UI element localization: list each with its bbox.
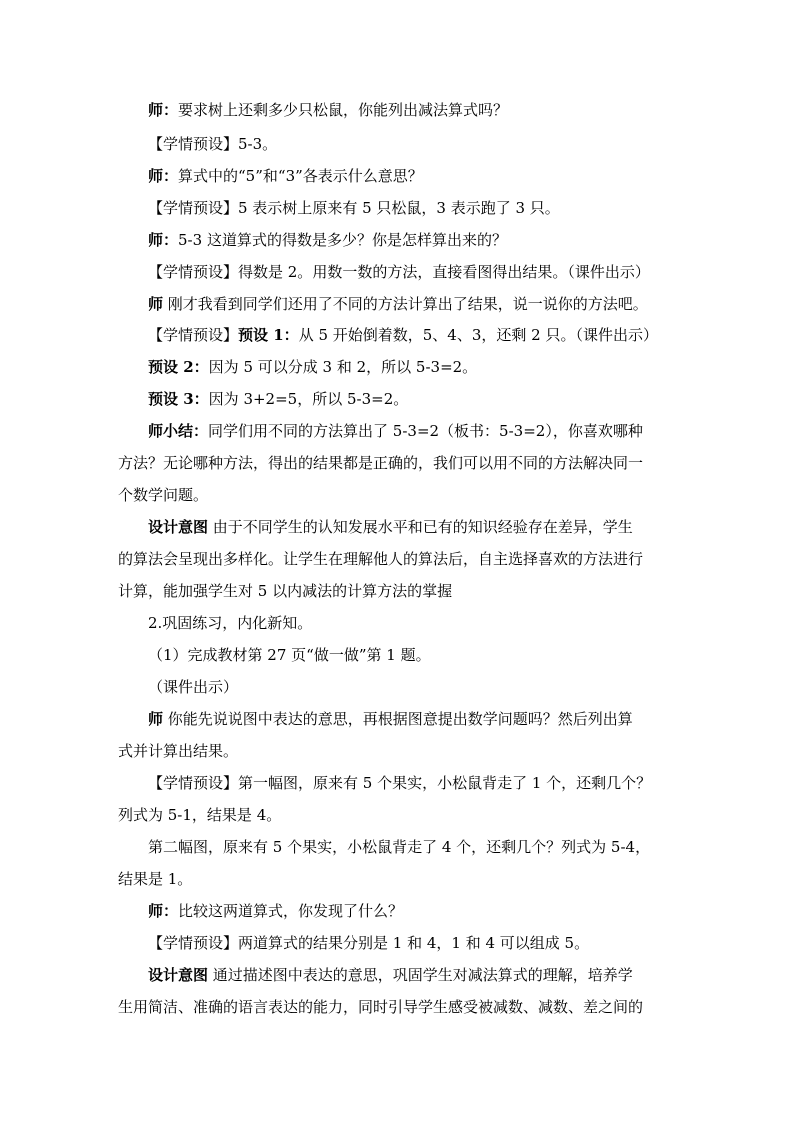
- paragraph-line: [148, 421, 678, 441]
- speaker-label: 师：: [148, 101, 179, 119]
- paragraph-line: [148, 773, 678, 793]
- paragraph-line: [118, 581, 678, 601]
- line-text: 【学情预设】两道算式的结果分别是 1 和 4，1 和 4 可以组成 5。: [148, 934, 590, 952]
- paragraph-line: [148, 166, 678, 186]
- line-text: （课件出示）: [148, 678, 239, 696]
- line-text: 5-3 这道算式的得数是多少？你是怎样算出来的？: [178, 231, 507, 249]
- line-text: 列式为 5-1，结果是 4。: [118, 806, 282, 824]
- speaker-label: 师：: [148, 231, 179, 249]
- paragraph-line: [118, 485, 678, 505]
- line-text: 【学情预设】5-3。: [148, 135, 278, 153]
- speaker-label: 师：: [148, 167, 179, 185]
- line-text: 你能先说说图中表达的意思，再根据图意提出数学问题吗？然后列出算: [167, 710, 633, 728]
- line-text: （1）完成教材第 27 页“做一做”第 1 题。: [148, 646, 431, 664]
- line-text: 结果是 1。: [118, 870, 193, 888]
- paragraph-line: [148, 901, 678, 921]
- paragraph-line: [148, 325, 678, 345]
- line-text: 刚才我看到同学们还用了不同的方法计算出了结果，说一说你的方法吧。: [167, 295, 648, 313]
- paragraph-line: [148, 134, 678, 154]
- preset-label: 预设 2：: [148, 358, 209, 376]
- line-text: 从 5 开始倒着数，5、4、3，还剩 2 只。（课件出示）: [298, 326, 658, 344]
- speaker-label: 师: [148, 710, 164, 728]
- line-text: 计算，能加强学生对 5 以内减法的计算方法的掌握: [118, 582, 453, 600]
- line-text: 通过描述图中表达的意思，巩固学生对减法算式的理解，培养学: [212, 966, 633, 984]
- paragraph-line: [148, 230, 678, 250]
- speaker-label: 师: [148, 295, 164, 313]
- line-text: 2.巩固练习，内化新知。: [148, 614, 313, 632]
- line-text: 要求树上还剩多少只松鼠，你能列出减法算式吗？: [178, 101, 509, 119]
- paragraph-line: [118, 869, 678, 889]
- paragraph-line: [118, 453, 678, 473]
- line-text: 【学情预设】5 表示树上原来有 5 只松鼠，3 表示跑了 3 只。: [148, 199, 560, 217]
- design-intent-label: 设计意图: [148, 966, 209, 984]
- line-text: 个数学问题。: [118, 486, 209, 504]
- paragraph-line: [118, 741, 678, 761]
- design-intent-label: 设计意图: [148, 518, 209, 536]
- line-text: 【学情预设】得数是 2。用数一数的方法，直接看图得出结果。（课件出示）: [148, 263, 650, 281]
- section-heading: [148, 613, 678, 633]
- line-text: 生用简洁、准确的语言表达的能力，同时引导学生感受被减数、减数、差之间的: [118, 998, 644, 1016]
- paragraph-line: [148, 709, 678, 729]
- paragraph-line: [118, 997, 678, 1017]
- preset-label: 预设 3：: [148, 390, 209, 408]
- preset-label: 预设 1：: [238, 326, 299, 344]
- line-text: 同学们用不同的方法算出了 5-3=2（板书：5-3=2），你喜欢哪种: [208, 422, 643, 440]
- line-text: 第二幅图，原来有 5 个果实，小松鼠背走了 4 个，还剩几个？列式为 5-4，: [148, 838, 651, 856]
- paragraph-line: [148, 357, 678, 377]
- paragraph-line: [148, 294, 678, 314]
- line-text: 算式中的“5”和“3”各表示什么意思？: [178, 167, 423, 185]
- paragraph-line: [148, 677, 678, 697]
- paragraph-line: [118, 549, 678, 569]
- paragraph-line: [148, 837, 678, 857]
- line-text: 由于不同学生的认知发展水平和已有的知识经验存在差异，学生: [212, 518, 633, 536]
- speaker-label: 师：: [148, 902, 179, 920]
- paragraph-line: [148, 517, 678, 537]
- speaker-label: 师小结：: [148, 422, 209, 440]
- paragraph-line: [148, 965, 678, 985]
- line-text: 【学情预设】第一幅图，原来有 5 个果实，小松鼠背走了 1 个，还剩几个？: [148, 774, 652, 792]
- line-text: 的算法会呈现出多样化。让学生在理解他人的算法后，自主选择喜欢的方法进行: [118, 550, 644, 568]
- line-text: 因为 3+2=5，所以 5-3=2。: [208, 390, 409, 408]
- paragraph-line: [148, 389, 678, 409]
- paragraph-line: [148, 262, 678, 282]
- paragraph-line: [148, 933, 678, 953]
- paragraph-line: [148, 645, 678, 665]
- paragraph-line: [148, 198, 678, 218]
- line-text: 式并计算出结果。: [118, 742, 239, 760]
- line-text: 【学情预设】: [148, 326, 239, 344]
- line-text: 因为 5 可以分成 3 和 2，所以 5-3=2。: [208, 358, 478, 376]
- line-text: 比较这两道算式，你发现了什么？: [178, 902, 404, 920]
- paragraph-line: [118, 805, 678, 825]
- line-text: 方法？无论哪种方法，得出的结果都是正确的，我们可以用不同的方法解决同一: [118, 454, 644, 472]
- paragraph-line: [148, 100, 678, 120]
